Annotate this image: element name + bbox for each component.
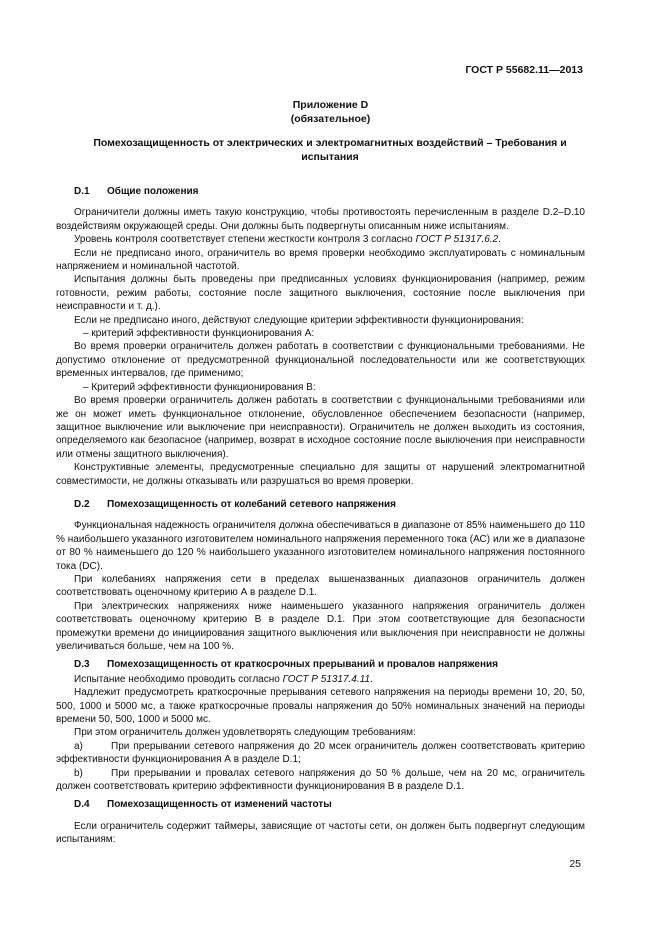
section-number: D.4 [74, 799, 90, 811]
section-heading-d3 [56, 658, 585, 671]
section-heading-d4 [56, 798, 585, 811]
paragraph: Испытание необходимо проводить согласно ГОСТ Р 51317.4.11. [74, 673, 373, 685]
paragraph: Если ограничитель содержит таймеры, зависящие от частоты сети, он должен быть подвергнут следующим испытаниям: [56, 820, 585, 846]
section-number: D.3 [74, 659, 90, 671]
paragraph: Если не предписано иного, ограничитель во время проверки необходимо эксплуатировать с номинальным напряжением и номинальной частотой. [56, 247, 585, 273]
criterion-a-label: – критерий эффективности функционирования А: [83, 328, 315, 340]
paragraph: Испытания должны быть проведены при предписанных условиях функционирования (например, режим готовности, режим работы, состояние после защитного выключения, состояние после выключения при неисправности и т. д.). [56, 274, 585, 313]
paragraph: Во время проверки ограничитель должен работать в соответствии с функциональными требованиями. Не допустимо отклонение от предусмотренной функциональной последовательности или же соответствующих временных интервалов, где применимо; [56, 341, 585, 380]
criterion-b-label: – Критерий эффективности функционирования В: [83, 381, 316, 393]
document-title: Помехозащищенность от электрических и электромагнитных воздействий – Требования и испытания [93, 137, 567, 163]
list-item-b: b) При прерывании и провалах сетевого напряжения до 50 % дольше, чем на 20 мс, ограничитель должен соответствовать критерию эффективности функционирования В в разделе D.1. [56, 767, 585, 793]
document-body [56, 185, 585, 847]
section-number: D.1 [74, 186, 90, 197]
paragraph: Ограничители должны иметь такую конструкцию, чтобы противостоять перечисленным в разделе D.2–D.10 воздействиям окружающей среды. Они должны быть подвергнуты описанным ниже испытаниям. [56, 207, 585, 232]
standard-header: ГОСТ Р 55682.11—2013 [465, 64, 583, 76]
section-number: D.2 [74, 498, 90, 510]
paragraph: Конструктивные элементы, предусмотренные специально для защиты от нарушений электромагнитной совместимости, не должны отказывать или разрушаться во время проверки. [56, 462, 585, 487]
paragraph: При этом ограничитель должен удовлетворять следующим требованиям: [74, 727, 416, 739]
paragraph: При электрических напряжениях ниже наименьшего указанного напряжения ограничитель должен соответствовать оценочному критерию В в разделе D.1. При этом соответствующие для безопасности промежутки времени до инициирования защитного выключения или выключения при неиспрaвности не должны увеличиваться больше, чем на 100 %. [56, 600, 585, 652]
standard-reference: ГОСТ Р 51317.4.11 [282, 673, 371, 685]
page-number: 25 [569, 858, 581, 870]
section-heading-d1 [56, 185, 585, 198]
section-heading-d2 [56, 498, 585, 511]
appendix-subtitle: (обязательное) [290, 113, 371, 125]
appendix-title: Приложение D [292, 99, 369, 111]
section-title: Помехозащищенность от изменений частоты [107, 799, 332, 811]
paragraph: Если не предписано иного, действуют следующие критерии эффективности функционирования: [74, 314, 524, 326]
section-title: Помехозащищенность от колебаний сетевого напряжения [107, 498, 396, 510]
paragraph: При колебаниях напряжения сети в пределах вышеназванных диапазонов ограничитель должен соответствовать оценочному критерию А в разделе D.1. [56, 573, 585, 599]
section-title: Общие положения [107, 186, 199, 197]
list-marker: b) [74, 767, 83, 779]
section-title: Помехозащищенность от краткосрочных прерываний и провалов напряжения [107, 659, 498, 671]
paragraph: Функциональная надежность ограничителя должна обеспечиваться в диапазоне от 85% наименьшего до 110 % наибольшего указанного изготовителем номинального напряжения переменного тока (АС) или же в диапазоне от 80 % наименьшего до 120 % наибольшего указанного изготовителем номинального напряжения постоянного тока (DC). [56, 520, 585, 572]
paragraph: Уровень контроля соответствует степени жесткости контроля 3 согласно ГОСТ Р 51317.6.2. [74, 234, 501, 246]
standard-reference: ГОСТ Р 51317.6.2 [415, 234, 499, 246]
appendix-heading [0, 98, 661, 126]
list-marker: a) [74, 740, 83, 752]
paragraph: Надлежит предусмотреть краткосрочные прерывания сетевого напряжения на периоды времени 10, 20, 50, 500, 1000 и 5000 мс, а также краткосрочные провалы напряжения до 50% номинальных значений на периоды времени 50, 500, 1000 и 5000 мс. [56, 687, 585, 726]
list-item-a: a) При прерывании сетевого напряжения до 20 мсек ограничитель должен соответствовать критерию эффективности функционирования А в разделе D.1; [56, 740, 585, 766]
paragraph: Во время проверки ограничитель должен работать в соответствии с функциональными требованиями или же он может иметь функциональное отклонение, обусловленное обеспечением безопасности (например, защитное выключение или выключение при неисправности). Ограничитель не должен выходить из состояния, определяемого как безопасное (например, возврат в исходное состояние после выключения при неисправности или отмены защитного выключения). [56, 395, 585, 460]
